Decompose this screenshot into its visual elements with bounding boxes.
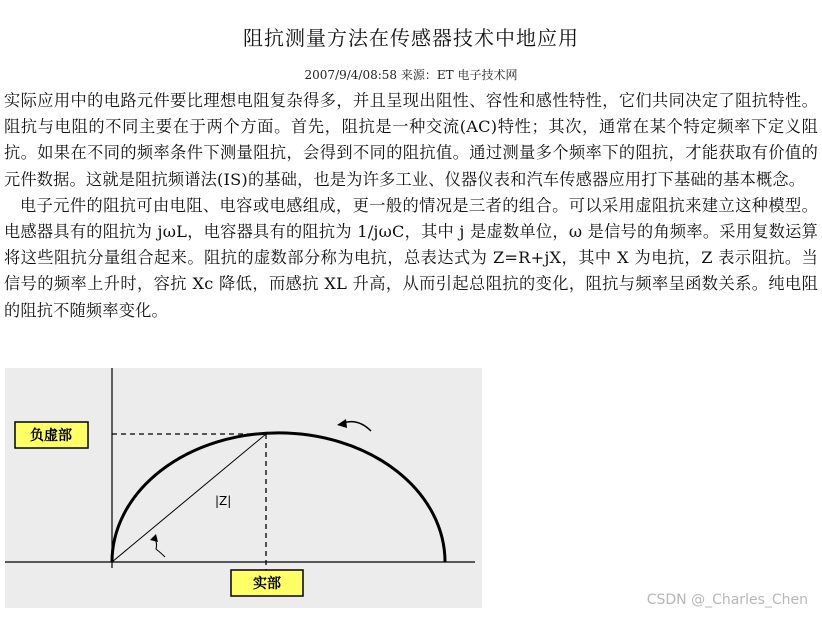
- article-body: [4, 88, 818, 324]
- frequency-arrowhead: [337, 419, 347, 428]
- impedance-diagram: [5, 368, 482, 608]
- csdn-watermark: CSDN @_Charles_Chen: [646, 592, 808, 608]
- frequency-direction-arrow: [343, 422, 371, 431]
- article-title: 阻抗测量方法在传感器技术中地应用: [243, 26, 579, 50]
- impedance-semicircle: [112, 433, 445, 562]
- x-axis-label: 实部: [253, 576, 281, 592]
- paragraph: 实际应用中的电路元件要比理想电阻复杂得多，并且呈现出阻性、容性和感性特性，它们共同决定了阻抗特性。阻抗与电阻的不同主要在于两个方面。首先，阻抗是一种交流(AC)特性；其次，通常在某个特定频率下定义阻抗。如果在不同的频率条件下测量阻抗，会得到不同的阻抗值。通过测量多个频率下的阻抗，才能获取有价值的元件数据。这就是阻抗频谱法(IS)的基础，也是为许多工业、仪器仪表和汽车传感器应用打下基础的基本概念。: [4, 91, 818, 189]
- y-axis-label: 负虚部: [30, 428, 72, 444]
- phase-arrowhead: [150, 534, 158, 542]
- magnitude-label: |Z|: [215, 494, 232, 508]
- article-meta: 2007/9/4/08:58 来源：ET 电子技术网: [304, 68, 518, 82]
- nyquist-plot: [5, 368, 482, 608]
- paragraph: 电子元件的阻抗可由电阻、电容或电感组成，更一般的情况是三者的组合。可以采用虚阻抗来建立这种模型。电感器具有的阻抗为 jωL，电容器具有的阻抗为 1/jωC，其中 j 是虚数单位，ω 是信号的角频率。采用复数运算将这些阻抗分量组合起来。阻抗的虚数部分称为电抗，总表达式为 Z=R+jX，其中 X 为电抗，Z 表示阻抗。当信号的频率上升时，容抗 Xc 降低，而感抗 XL 升高，从而引起总阻抗的变化，阻抗与频率呈函数关系。纯电阻的阻抗不随频率变化。: [4, 195, 818, 320]
